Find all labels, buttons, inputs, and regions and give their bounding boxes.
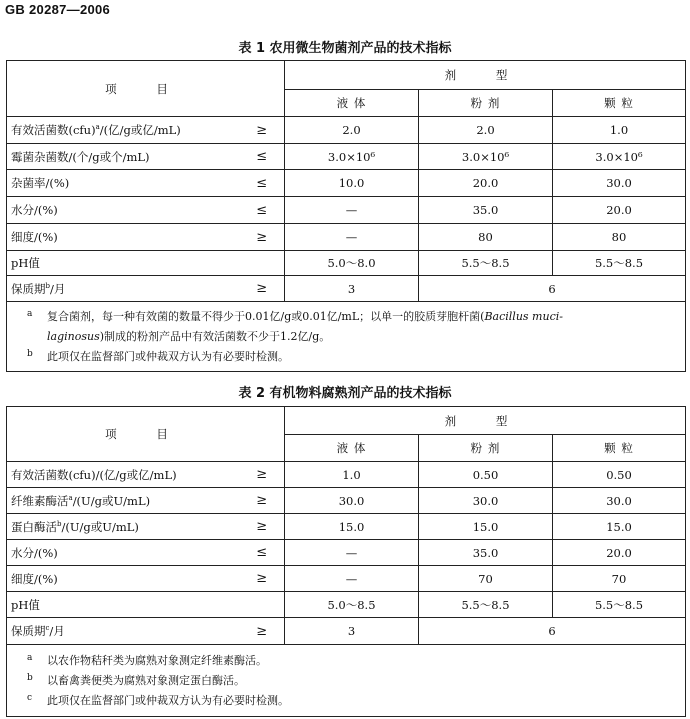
row-label: 水分/(%) — [7, 540, 240, 566]
table-row — [7, 566, 686, 592]
value-liquid: 1.0 — [285, 462, 419, 488]
value-powder: 3.0×10⁶ — [419, 144, 553, 170]
row-label: pH值 — [7, 592, 240, 618]
row-label: 霉菌杂菌数/(个/g或个/mL) — [7, 144, 240, 170]
table1-col-powder: 粉 剂 — [419, 90, 553, 117]
value-granule: 20.0 — [553, 540, 686, 566]
operator: ≥ — [240, 514, 285, 540]
standard-code: GB 20287—2006 — [5, 2, 111, 17]
value-granule: 80 — [553, 224, 686, 251]
value-liquid: — — [285, 224, 419, 251]
operator: ≤ — [240, 197, 285, 224]
table-row — [7, 251, 686, 276]
table-row — [7, 514, 686, 540]
value-granule: 5.5～8.5 — [553, 592, 686, 618]
value-powder: 15.0 — [419, 514, 553, 540]
value-granule: 30.0 — [553, 488, 686, 514]
value-powder: 2.0 — [419, 117, 553, 144]
table2-form-header: 剂 型 — [285, 407, 686, 435]
value-powder: 20.0 — [419, 170, 553, 197]
table2-notes — [7, 645, 686, 717]
value-powder: 0.50 — [419, 462, 553, 488]
operator: ≤ — [240, 170, 285, 197]
value-liquid: 2.0 — [285, 117, 419, 144]
table2-title: 表 2 有机物料腐熟剂产品的技术指标 — [238, 386, 452, 401]
footnote: a 复合菌剂，每一种有效菌的数量不得少于0.01亿/g或0.01亿/mL；以单一的胶质芽胞杆菌(Bacillus muci- laginosus)制成的粉剂产品中有效活菌数不少于1.2亿/g。 — [27, 308, 563, 343]
value-liquid: — — [285, 540, 419, 566]
table1-title: 表 1 农用微生物菌剂产品的技术指标 — [238, 41, 452, 56]
table1 — [6, 60, 686, 372]
row-label: 保质期$^c$/月 — [7, 618, 240, 645]
value-solid: 6 — [419, 618, 686, 645]
operator: ≥ — [240, 276, 285, 302]
operator — [240, 592, 285, 618]
table-row — [7, 170, 686, 197]
row-label: 细度/(%) — [7, 566, 240, 592]
row-label: 有效活菌数(cfu)/(亿/g或亿/mL) — [7, 462, 240, 488]
table-row — [7, 197, 686, 224]
value-granule: 3.0×10⁶ — [553, 144, 686, 170]
operator: ≥ — [240, 488, 285, 514]
value-powder: 5.5～8.5 — [419, 592, 553, 618]
value-powder: 70 — [419, 566, 553, 592]
table-row — [7, 618, 686, 645]
value-granule: 30.0 — [553, 170, 686, 197]
table-row — [7, 144, 686, 170]
value-liquid: 3 — [285, 276, 419, 302]
row-label: pH值 — [7, 251, 240, 276]
row-label: 保质期$^b$/月 — [7, 276, 240, 302]
value-liquid: 30.0 — [285, 488, 419, 514]
table1-col-liquid: 液 体 — [285, 90, 419, 117]
table1-form-header: 剂 型 — [285, 61, 686, 90]
table2-col-granule: 颗 粒 — [553, 435, 686, 462]
table-row — [7, 462, 686, 488]
operator — [240, 251, 285, 276]
footnote: a 以农作物秸秆类为腐熟对象测定纤维素酶活。 — [27, 652, 267, 667]
footnote: c 此项仅在监督部门或仲裁双方认为有必要时检测。 — [27, 692, 289, 707]
value-granule: 15.0 — [553, 514, 686, 540]
value-liquid: 10.0 — [285, 170, 419, 197]
operator: ≥ — [240, 117, 285, 144]
table2-col-powder: 粉 剂 — [419, 435, 553, 462]
row-label: 纤维素酶活$^a$/(U/g或U/mL) — [7, 488, 240, 514]
row-label: 水分/(%) — [7, 197, 240, 224]
value-powder: 35.0 — [419, 197, 553, 224]
value-granule: 0.50 — [553, 462, 686, 488]
value-solid: 6 — [419, 276, 686, 302]
table1-item-header: 项 目 — [7, 61, 285, 117]
row-label: 蛋白酶活$^b$/(U/g或U/mL) — [7, 514, 240, 540]
value-liquid: 15.0 — [285, 514, 419, 540]
value-granule: 70 — [553, 566, 686, 592]
value-liquid: — — [285, 197, 419, 224]
operator: ≤ — [240, 144, 285, 170]
value-granule: 1.0 — [553, 117, 686, 144]
table2 — [6, 406, 686, 717]
operator: ≥ — [240, 462, 285, 488]
table-row — [7, 276, 686, 302]
table-row — [7, 540, 686, 566]
table-row — [7, 224, 686, 251]
operator: ≥ — [240, 224, 285, 251]
row-label: 杂菌率/(%) — [7, 170, 240, 197]
value-powder: 80 — [419, 224, 553, 251]
row-label: 有效活菌数(cfu)$^a$/(亿/g或亿/mL) — [7, 117, 240, 144]
operator: ≤ — [240, 540, 285, 566]
table1-col-granule: 颗 粒 — [553, 90, 686, 117]
table2-item-header: 项 目 — [7, 407, 285, 462]
footnote: b 此项仅在监督部门或仲裁双方认为有必要时检测。 — [27, 348, 289, 363]
value-granule: 20.0 — [553, 197, 686, 224]
footnote: b 以畜禽粪便类为腐熟对象测定蛋白酶活。 — [27, 672, 245, 687]
table-row — [7, 488, 686, 514]
value-liquid: 5.0～8.0 — [285, 251, 419, 276]
value-liquid: 5.0～8.5 — [285, 592, 419, 618]
table-row — [7, 592, 686, 618]
table-row — [7, 117, 686, 144]
value-liquid: 3.0×10⁶ — [285, 144, 419, 170]
value-granule: 5.5～8.5 — [553, 251, 686, 276]
table1-notes — [7, 302, 686, 372]
table2-col-liquid: 液 体 — [285, 435, 419, 462]
operator: ≥ — [240, 618, 285, 645]
value-powder: 30.0 — [419, 488, 553, 514]
value-liquid: 3 — [285, 618, 419, 645]
operator: ≥ — [240, 566, 285, 592]
value-powder: 5.5～8.5 — [419, 251, 553, 276]
value-liquid: — — [285, 566, 419, 592]
row-label: 细度/(%) — [7, 224, 240, 251]
value-powder: 35.0 — [419, 540, 553, 566]
